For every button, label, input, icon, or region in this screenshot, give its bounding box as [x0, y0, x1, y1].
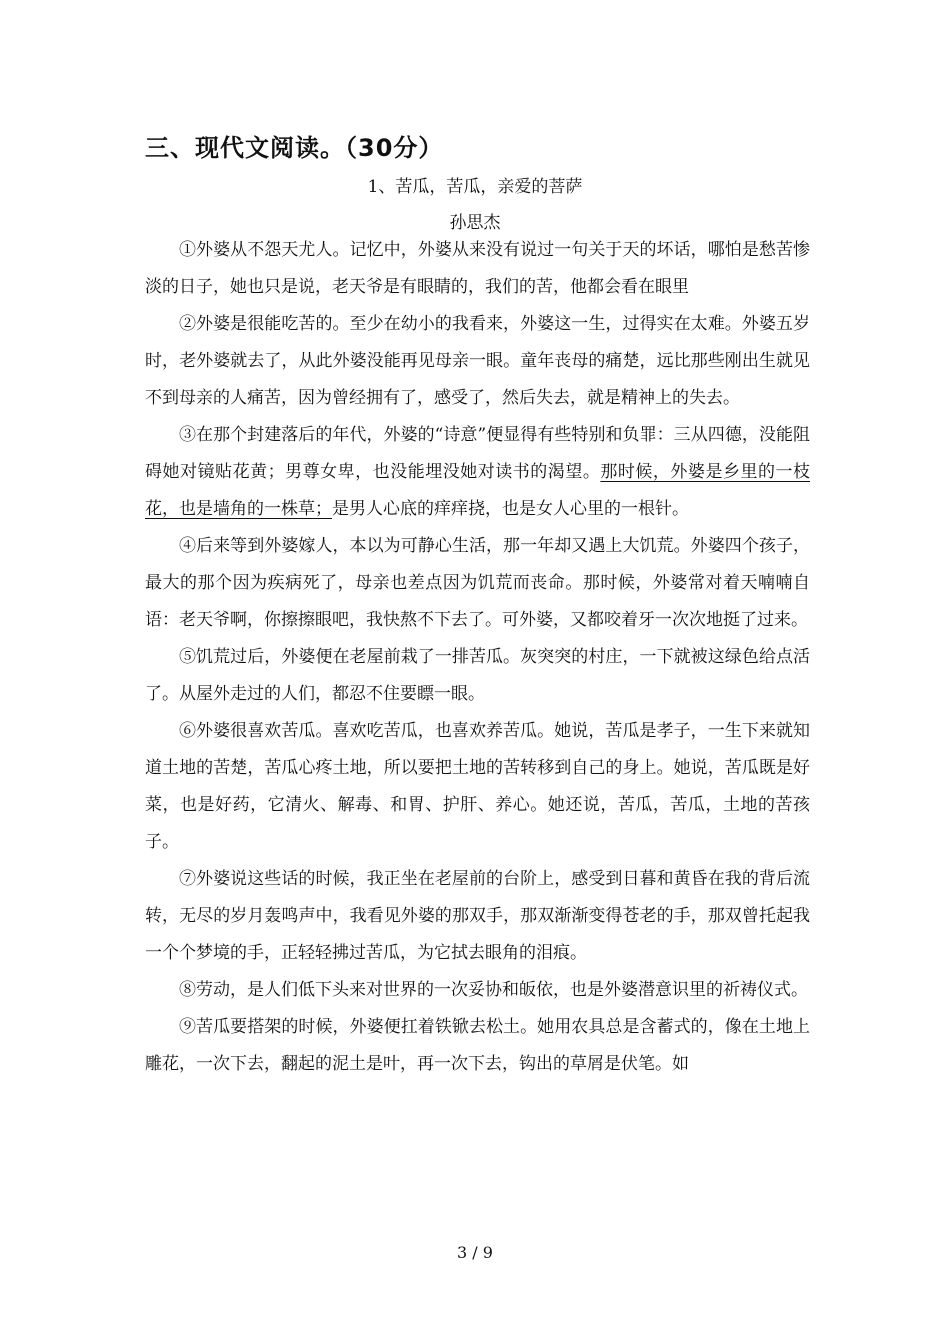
paragraph-8: ⑧劳动，是人们低下头来对世界的一次妥协和皈依，也是外婆潜意识里的祈祷仪式。: [179, 980, 808, 1000]
paragraph-6: ⑥外婆很喜欢苦瓜。喜欢吃苦瓜，也喜欢养苦瓜。她说，苦瓜是孝子，一生下来就知道土地的苦楚，苦瓜心疼土地，所以要把土地的苦转移到自己的身上。她说，苦瓜既是好菜，也是好药，它清火、解毒、和胃、护肝、养心。她还说，苦瓜，苦瓜，土地的苦孩子。: [145, 721, 810, 852]
page-number: 3 / 9: [457, 1243, 493, 1262]
article-body: [145, 232, 810, 1083]
paragraph-9: ⑨苦瓜要搭架的时候，外婆便扛着铁锨去松土。她用农具总是含蓄式的，像在土地上雕花，一次下去，翻起的泥土是叶，再一次下去，钩出的草屑是伏笔。如: [145, 1017, 810, 1074]
paragraph-3-text-before: ③在那个封建落后的年代，外婆的“诗意”便显得有些特别和负罪：三从四德，没能阻碍她对镜贴花黄；男尊女卑，也没能埋没她对读书的渴望。: [145, 425, 810, 482]
paragraph-1: ①外婆从不怨天尤人。记忆中，外婆从来没有说过一句关于天的坏话，哪怕是愁苦惨淡的日子，她也只是说，老天爷是有眼睛的，我们的苦，他都会看在眼里: [145, 240, 810, 297]
paragraph-5: ⑤饥荒过后，外婆便在老屋前栽了一排苦瓜。灰突突的村庄，一下就被这绿色给点活了。从屋外走过的人们，都忍不住要瞟一眼。: [145, 647, 810, 704]
paragraph-3-text-after: 是男人心底的痒痒挠，也是女人心里的一根针。: [332, 499, 689, 519]
paragraph-4: ④后来等到外婆嫁人，本以为可静心生活，那一年却又遇上大饥荒。外婆四个孩子，最大的那个因为疾病死了，母亲也差点因为饥荒而丧命。那时候，外婆常对着天喃喃自语：老天爷啊，你擦擦眼吧，我快熬不下去了。可外婆，又都咬着牙一次次地挺了过来。: [145, 536, 810, 630]
paragraph-2: ②外婆是很能吃苦的。至少在幼小的我看来，外婆这一生，过得实在太难。外婆五岁时，老外婆就去了，从此外婆没能再见母亲一眼。童年丧母的痛楚，远比那些刚出生就见不到母亲的人痛苦，因为曾经拥有了，感受了，然后失去，就是精神上的失去。: [145, 314, 810, 408]
paragraph-7: ⑦外婆说这些话的时候，我正坐在老屋前的台阶上，感受到日暮和黄昏在我的背后流转，无尽的岁月轰鸣声中，我看见外婆的那双手，那双渐渐变得苍老的手，那双曾托起我一个个梦境的手，正轻轻拂过苦瓜，为它拭去眼角的泪痕。: [145, 869, 810, 963]
section-heading: 三、现代文阅读。（30分）: [145, 134, 444, 162]
paragraph-3-underlined-sentence: 那时候，外婆是乡里的一枝花，也是墙角的一株草；: [145, 462, 811, 519]
article-title: 1、苦瓜，苦瓜，亲爱的菩萨: [367, 177, 583, 197]
article-author: 孙思杰: [449, 213, 501, 233]
paragraph-3: [145, 417, 810, 528]
